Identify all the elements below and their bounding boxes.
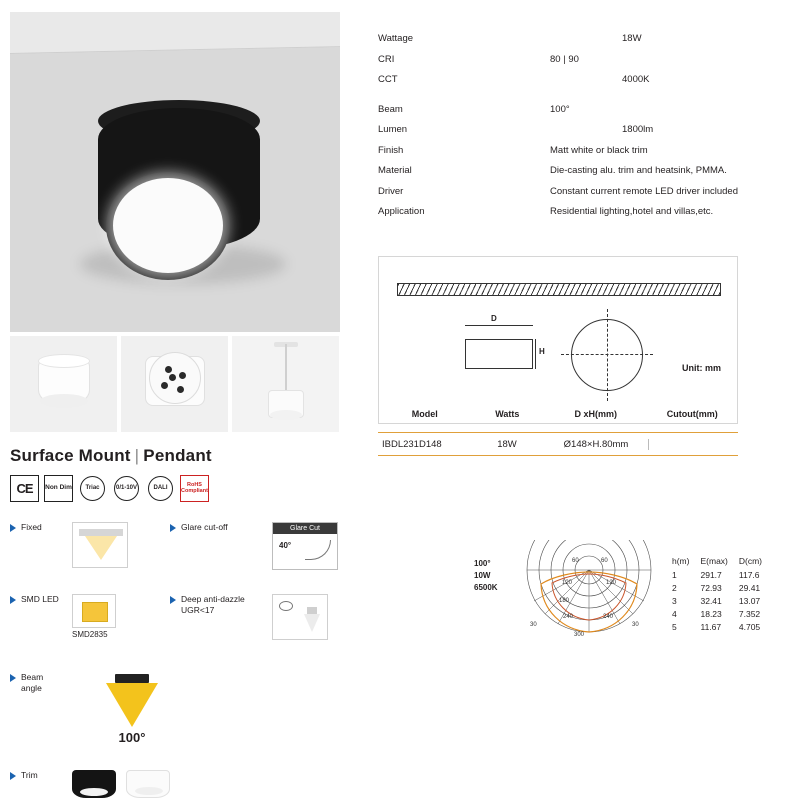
hero-product-photo: [10, 12, 340, 332]
mount-hole-icon: [177, 386, 184, 393]
0-10v-dim-icon: 0/1-10V: [112, 475, 141, 502]
spec-row: [378, 55, 738, 65]
bullet-triangle-icon: [170, 596, 176, 604]
header-emax: E(max): [700, 556, 728, 566]
white-cylinder-top: [38, 354, 90, 368]
title-main: Surface Mount: [10, 446, 131, 465]
spec-value: 18W: [622, 33, 642, 44]
feature-fixed-sketch: [72, 522, 162, 568]
spec-row: [378, 146, 738, 156]
beam-icon: [304, 614, 320, 632]
table-row: [672, 622, 771, 633]
cell-diameter: 13.07: [738, 596, 761, 606]
cell-diameter: 117.6: [738, 570, 760, 580]
spec-row: [378, 187, 738, 197]
spec-row: [378, 166, 738, 176]
cell-height: 3: [672, 596, 677, 606]
lamp-icon: [307, 607, 317, 614]
glare-cut-angle-wrap: [273, 534, 337, 550]
glare-cut-badge: [272, 522, 340, 570]
ce-mark-icon: CE: [10, 475, 39, 502]
spec-key: Material: [378, 165, 412, 176]
side-view-drawing: [465, 339, 533, 369]
feature-label: Deep anti-dazzle UGR<17: [181, 594, 245, 615]
glare-cutoff-diagram: [72, 522, 128, 568]
ceiling-line-icon: [79, 529, 123, 536]
svg-text:240: 240: [563, 614, 574, 620]
header-height: h(m): [672, 556, 690, 566]
specification-table: [378, 34, 738, 217]
trim-black-icon[interactable]: [72, 770, 116, 798]
table-header-row: [672, 556, 771, 568]
certification-badges: [10, 475, 350, 502]
dimension-drawing-panel: [378, 256, 738, 424]
angle-arc-icon: [305, 540, 331, 560]
feature-list: [10, 522, 340, 804]
trim-white-icon[interactable]: [126, 770, 170, 798]
cell-cutout: [648, 439, 738, 450]
feature-row-smd: [10, 594, 340, 650]
spec-key: Beam: [378, 103, 403, 115]
cell-diameter: 4.705: [738, 622, 761, 632]
beam-cone-icon: [106, 683, 158, 727]
table-row: [378, 432, 738, 456]
feature-beam-angle: [10, 672, 60, 693]
spec-key: CRI: [378, 53, 395, 65]
spec-value: 4000K: [622, 74, 650, 85]
spec-value: 100°: [550, 103, 570, 115]
svg-text:60: 60: [572, 558, 579, 564]
ceiling-surface: [10, 12, 340, 54]
feature-smd-led: [10, 594, 60, 605]
thumbnail-back-view[interactable]: [121, 336, 228, 432]
spec-value: 80 | 90: [550, 53, 579, 65]
mount-hole-icon: [165, 366, 172, 373]
feature-anti-dazzle: [170, 594, 265, 615]
dimension-h-line: [535, 339, 536, 369]
white-cylinder-lens: [40, 394, 88, 408]
spec-row: [378, 105, 738, 115]
unit-label: Unit: mm: [682, 363, 721, 373]
feature-label: SMD LED: [21, 594, 59, 604]
light-cone-icon: [85, 536, 117, 560]
feature-row-fixed: [10, 522, 340, 578]
photometric-legend: [474, 558, 498, 594]
non-dim-icon: Non Dim: [44, 475, 73, 502]
smd-chip-label: SMD2835: [72, 630, 108, 639]
cell-height: 5: [672, 622, 677, 632]
thumbnail-white-fixture[interactable]: [10, 336, 117, 432]
glare-cut-angle: 40°: [279, 541, 292, 550]
thumbnail-strip: [10, 336, 350, 432]
bullet-triangle-icon: [10, 674, 16, 682]
left-column: [10, 12, 350, 804]
dimension-d-line: [465, 325, 533, 333]
beam-angle-value: 100°: [118, 730, 146, 745]
feature-row-beam: [10, 672, 340, 764]
cell-watts: 18W: [497, 439, 517, 450]
feature-label: Fixed: [21, 522, 42, 532]
svg-text:300: 300: [574, 632, 585, 638]
cell-height: 4: [672, 609, 677, 619]
right-column: [378, 33, 790, 638]
dimension-table-headers: [379, 409, 737, 419]
cell-dimensions: Ø148×H.80mm: [563, 439, 629, 450]
mount-hole-icon: [161, 382, 168, 389]
header-dxh: D xH(mm): [574, 409, 618, 419]
cell-model: IBDL231D148: [382, 439, 442, 450]
eye-icon: [279, 601, 293, 611]
lamp-diffuser: [113, 178, 223, 273]
table-row: [672, 583, 771, 594]
bullet-triangle-icon: [10, 524, 16, 532]
mount-hole-icon: [179, 372, 186, 379]
cell-height: 1: [672, 570, 677, 580]
feature-fixed: [10, 522, 60, 533]
glare-cut-box: [272, 522, 338, 570]
cell-emax: 32.41: [700, 596, 722, 606]
dimension-d-label: D: [491, 314, 497, 323]
pendant-lens: [270, 410, 302, 420]
feature-smd-sketch: [72, 594, 162, 639]
ugr-diagram: [272, 594, 328, 640]
spec-value: Residential lighting,hotel and villas,etc.: [550, 206, 714, 217]
bullet-triangle-icon: [170, 524, 176, 532]
table-row: [672, 570, 771, 581]
feature-label: Glare cut-off: [181, 522, 228, 532]
page-title: [10, 446, 350, 466]
feature-row-trim: [10, 770, 340, 804]
spec-row: [378, 75, 738, 85]
feature-trim: [10, 770, 60, 781]
header-watts: Watts: [495, 409, 520, 419]
spec-value: 1800lm: [622, 124, 654, 135]
feature-glare-cutoff: [170, 522, 265, 533]
model-table: [378, 432, 738, 456]
polar-diagram-svg: [526, 540, 652, 666]
svg-text:240: 240: [603, 614, 614, 620]
svg-text:30: 30: [632, 622, 639, 628]
cell-emax: 11.67: [700, 622, 722, 632]
header-cutout: Cutout(mm): [666, 409, 718, 419]
rohs-icon: RoHS Compliant: [180, 475, 209, 502]
feature-label: Trim: [21, 770, 38, 780]
ceiling-hatch-drawing: [397, 283, 721, 296]
svg-text:120: 120: [606, 580, 617, 586]
spec-value: Matt white or black trim: [550, 144, 648, 156]
svg-text:120: 120: [562, 580, 573, 586]
top-view-circle-drawing: [571, 319, 643, 391]
thumbnail-pendant[interactable]: [232, 336, 339, 432]
table-row: [672, 609, 771, 620]
cell-height: 2: [672, 583, 677, 593]
glare-cut-title: Glare Cut: [273, 523, 337, 534]
spec-value: Constant current remote LED driver included: [550, 185, 738, 197]
spec-key: Lumen: [378, 124, 408, 135]
header-model: Model: [411, 409, 438, 419]
cell-diameter: 29.41: [738, 583, 761, 593]
svg-text:30: 30: [530, 622, 537, 628]
led-chip-icon: [82, 602, 108, 622]
fixture-icon: [115, 674, 149, 683]
svg-text:60: 60: [601, 558, 608, 564]
bullet-triangle-icon: [10, 772, 16, 780]
spec-key: Finish: [378, 144, 404, 156]
smd-chip-diagram: [72, 594, 116, 628]
cell-emax: 72.93: [700, 583, 722, 593]
spec-row: [378, 34, 738, 44]
polar-light-distribution-diagram: [526, 540, 652, 666]
cell-emax: 291.7: [700, 570, 722, 580]
beam-angle-diagram: [72, 674, 192, 745]
legend-beam: 100°: [474, 559, 491, 568]
cell-emax: 18.23: [700, 609, 722, 619]
spec-key: Driver: [378, 185, 404, 197]
legend-cct: 6500K: [474, 583, 498, 592]
table-row: [672, 596, 771, 607]
dimension-h-label: H: [539, 347, 545, 356]
pendant-rod: [285, 344, 287, 392]
ugr-diagram-wrap: [272, 594, 340, 640]
spec-key: Wattage: [378, 33, 414, 44]
photometric-panel: [474, 536, 786, 674]
feature-label: Beam angle: [21, 672, 44, 693]
spec-row: [378, 207, 738, 217]
photometric-data-table: [670, 554, 773, 635]
svg-text:180: 180: [559, 598, 570, 604]
triac-dim-icon: Triac: [78, 475, 107, 502]
trim-color-options: [72, 770, 340, 798]
title-separator: |: [134, 446, 140, 465]
cell-diameter: 7.352: [738, 609, 761, 619]
spec-value: Die-casting alu. trim and heatsink, PMMA.: [550, 165, 727, 176]
header-diameter: D(cm): [738, 556, 763, 566]
spec-row: [378, 125, 738, 135]
spec-key: Application: [378, 206, 425, 217]
bullet-triangle-icon: [10, 596, 16, 604]
dali-icon: DALI: [146, 475, 175, 502]
title-alt: Pendant: [143, 446, 212, 465]
mount-hole-icon: [169, 374, 176, 381]
legend-watt: 10W: [474, 571, 491, 580]
spec-key: CCT: [378, 74, 398, 85]
